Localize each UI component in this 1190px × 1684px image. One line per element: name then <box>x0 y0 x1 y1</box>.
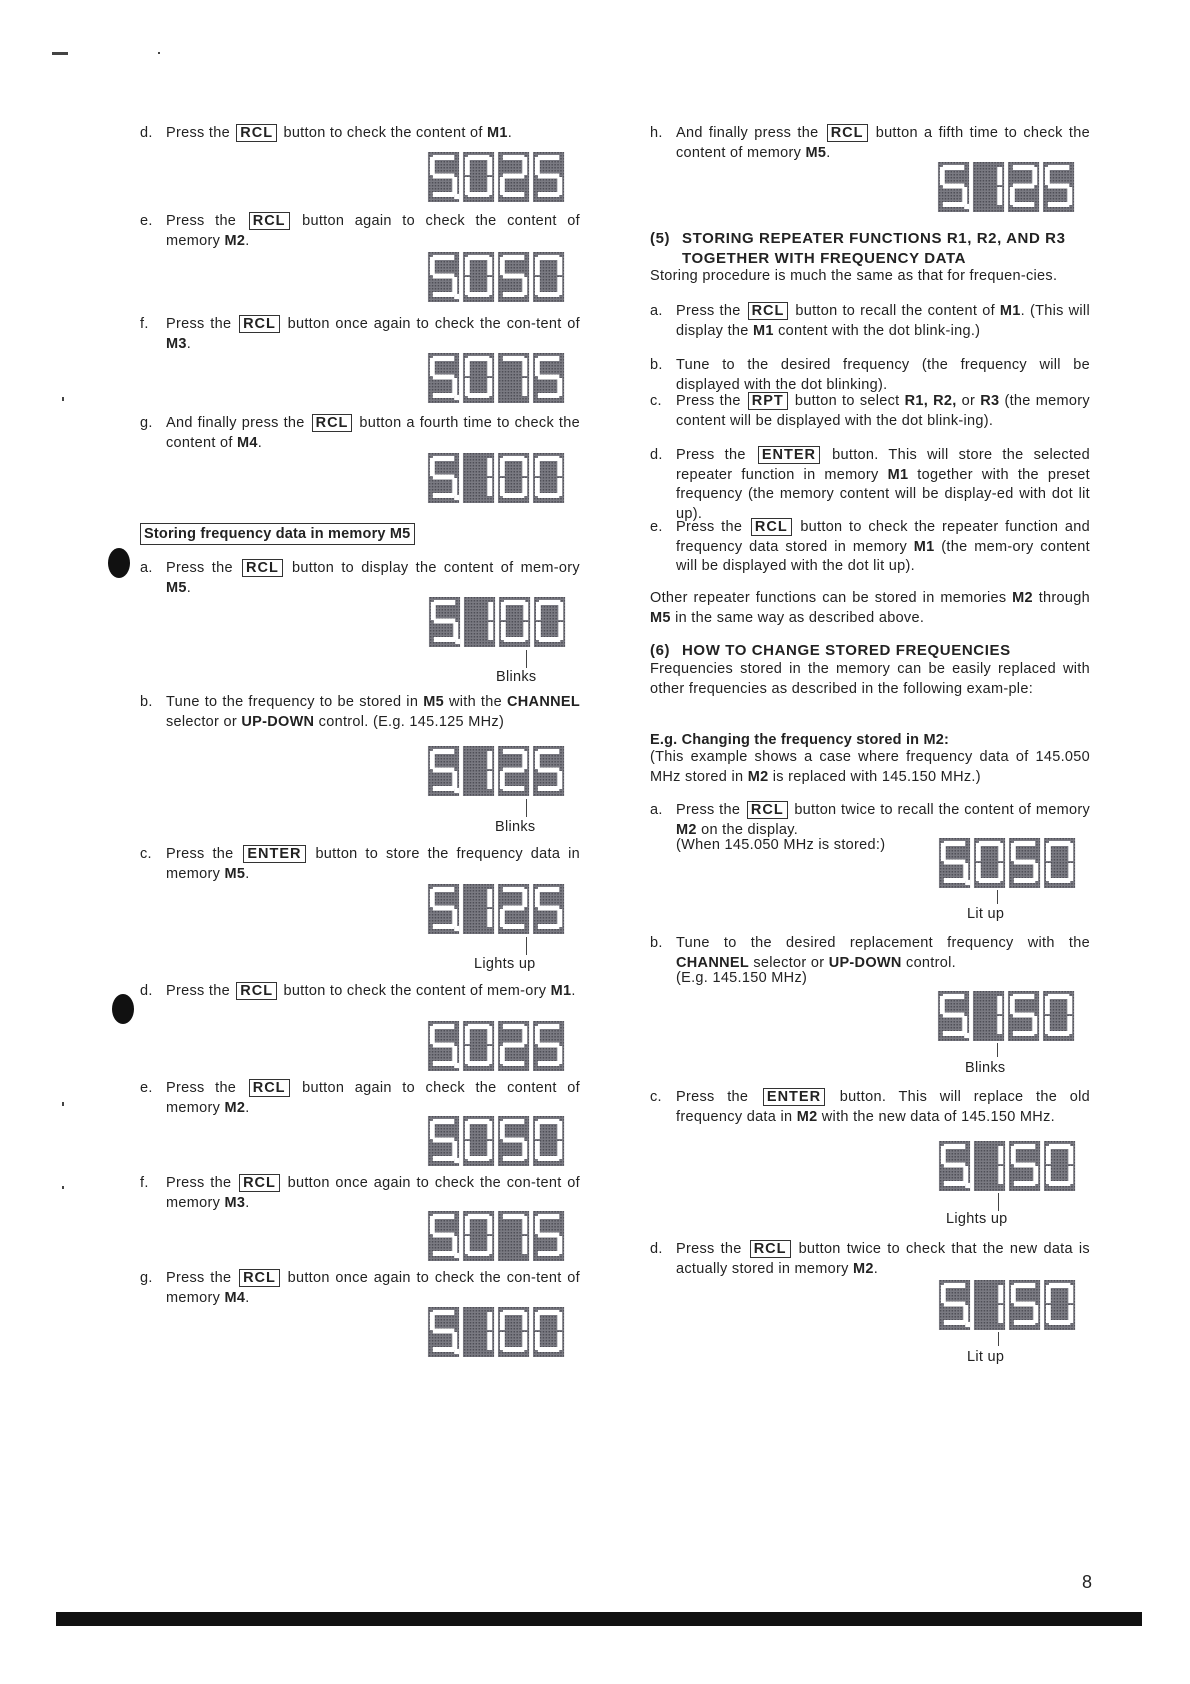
step-5-a: a. Press the RCL button to recall the content of M1. (This will display the M1 content with the dot blink-ing.) <box>650 303 1090 339</box>
rcl-button-label: RCL <box>239 1174 280 1192</box>
seven-segment-digits <box>426 453 568 503</box>
step-m5-c: c. Press the ENTER button to store the frequency data in memory M5. <box>140 846 580 882</box>
scan-speck <box>62 397 64 401</box>
left-column <box>140 0 580 1684</box>
scan-speck <box>62 1102 64 1106</box>
rcl-button-label: RCL <box>249 212 290 230</box>
lcd-display <box>936 991 1078 1041</box>
step-m5-g: g. Press the RCL button once again to check the con-tent of memory M4. <box>140 1270 580 1306</box>
rcl-button-label: RCL <box>249 1079 290 1097</box>
step-6-d: d. Press the RCL button twice to check that the new data is actually stored in memory M2. <box>650 1241 1090 1277</box>
annotation-leader <box>998 1193 999 1211</box>
step-m5-e: e. Press the RCL button again to check the content of memory M2. <box>140 1080 580 1116</box>
lcd-display <box>937 838 1079 888</box>
lcd-display <box>936 162 1078 212</box>
lcd-display <box>937 1141 1079 1191</box>
lcd-display <box>426 252 568 302</box>
seven-segment-digits <box>936 162 1078 212</box>
step-right-h: h. And finally press the RCL button a fifth time to check the content of memory M5. <box>650 125 1090 161</box>
rcl-button-label: RCL <box>748 302 789 320</box>
seven-segment-digits <box>426 1116 568 1166</box>
seven-segment-digits <box>426 252 568 302</box>
step-5-d: d. Press the ENTER button. This will store the selected repeater function in memory M1 together with the preset frequency (the memory content will be display-ed with dot lit up). <box>650 447 1090 522</box>
rcl-button-label: RCL <box>827 124 868 142</box>
step-6-b: b. Tune to the desired replacement frequency with the CHANNEL selector or UP-DOWN control. <box>650 935 1090 971</box>
annotation-lights-up: Lights up <box>474 956 536 972</box>
rcl-button-label: RCL <box>239 315 280 333</box>
lcd-display <box>426 884 568 934</box>
annotation-blinks: Blinks <box>495 819 536 835</box>
annotation-lights-up: Lights up <box>946 1211 1008 1227</box>
step-6-c: c. Press the ENTER button. This will replace the old frequency data in M2 with the new data of 145.150 MHz. <box>650 1089 1090 1125</box>
step-left-d: d. Press the RCL button to check the content of M1. <box>140 125 513 141</box>
step-left-g: g. And finally press the RCL button a fourth time to check the content of M4. <box>140 415 580 451</box>
rcl-button-label: RCL <box>751 518 792 536</box>
rcl-button-label: RCL <box>236 982 277 1000</box>
step-left-e: e. Press the RCL button again to check the content of memory M2. <box>140 213 580 249</box>
annotation-leader <box>526 937 527 955</box>
step-5-c: c. Press the RPT button to select R1, R2, or R3 (the memory content will be displayed with the dot blink-ing). <box>650 393 1090 429</box>
step-m5-f: f. Press the RCL button once again to check the con-tent of memory M3. <box>140 1175 580 1211</box>
step-m5-d: d. Press the RCL button to check the content of mem-ory M1. <box>140 983 576 999</box>
step-6-a: a. Press the RCL button twice to recall the content of memory M2 on the display. <box>650 802 1090 838</box>
rcl-button-label: RCL <box>242 559 283 577</box>
enter-button-label: ENTER <box>243 845 305 863</box>
example-description: (This example shows a case where frequency data of 145.050 MHz stored in M2 is replaced with 145.150 MHz.) <box>650 749 1090 785</box>
seven-segment-digits <box>426 1211 568 1261</box>
rcl-button-label: RCL <box>747 801 788 819</box>
example-title: E.g. Changing the frequency stored in M2: <box>650 732 950 748</box>
lcd-display <box>426 746 568 796</box>
seven-segment-digits <box>937 1280 1079 1330</box>
rcl-button-label: RCL <box>312 414 353 432</box>
step-m5-b: b. Tune to the frequency to be stored in M5 with the CHANNEL selector or UP-DOWN control. (E.g. 145.125 MHz) <box>140 694 580 730</box>
page-number: 8 <box>1082 1572 1093 1592</box>
seven-segment-digits <box>937 838 1079 888</box>
section-6-intro: Frequencies stored in the memory can be easily replaced with other frequencies as described in the following exam-ple: <box>650 661 1090 697</box>
step-left-f: f. Press the RCL button once again to check the con-tent of M3. <box>140 316 580 352</box>
seven-segment-digits <box>937 1141 1079 1191</box>
rcl-button-label: RCL <box>750 1240 791 1258</box>
lcd-display <box>937 1280 1079 1330</box>
bottom-rule <box>56 1612 1142 1626</box>
example-frequency-note: (E.g. 145.150 MHz) <box>676 970 808 986</box>
lcd-display <box>426 353 568 403</box>
seven-segment-digits <box>936 991 1078 1041</box>
rcl-button-label: RCL <box>239 1269 280 1287</box>
annotation-leader <box>997 890 998 904</box>
lcd-display <box>426 152 568 202</box>
enter-button-label: ENTER <box>758 446 820 464</box>
step-m5-a: a. Press the RCL button to display the content of mem-ory M5. <box>140 560 580 596</box>
lcd-display <box>426 453 568 503</box>
seven-segment-digits <box>426 353 568 403</box>
annotation-leader <box>997 1043 998 1057</box>
annotation-leader <box>526 799 527 817</box>
step-5-e: e. Press the RCL button to check the repeater function and frequency data stored in memory M1 (the mem-ory content will be displayed with the dot lit up). <box>650 519 1090 574</box>
m5-section-title: Storing frequency data in memory M5 <box>140 523 415 545</box>
annotation-blinks: Blinks <box>965 1060 1006 1076</box>
rpt-button-label: RPT <box>748 392 788 410</box>
scan-speck <box>52 52 68 55</box>
annotation-blinks: Blinks <box>496 669 537 685</box>
annotation-leader <box>998 1332 999 1346</box>
section-5-outro: Other repeater functions can be stored in memories M2 through M5 in the same way as described above. <box>650 590 1090 626</box>
seven-segment-digits <box>426 746 568 796</box>
scan-speck <box>62 1186 64 1189</box>
lcd-display <box>427 597 569 647</box>
section-5-heading: (5) STORING REPEATER FUNCTIONS R1, R2, AND R3 TOGETHER WITH FREQUENCY DATA <box>650 230 1066 267</box>
right-column <box>650 0 1093 1684</box>
annotation-lit-up: Lit up <box>967 906 1005 922</box>
enter-button-label: ENTER <box>763 1088 825 1106</box>
seven-segment-digits <box>426 1307 568 1357</box>
seven-segment-digits <box>426 152 568 202</box>
step-5-b: b. Tune to the desired frequency (the frequency will be displayed with the dot blinking). <box>650 357 1090 393</box>
seven-segment-digits <box>426 1021 568 1071</box>
binder-hole-mark <box>108 548 130 578</box>
lcd-display <box>426 1116 568 1166</box>
section-5-intro: Storing procedure is much the same as that for frequen-cies. <box>650 268 1058 284</box>
scan-speck <box>158 52 160 54</box>
annotation-lit-up: Lit up <box>967 1349 1005 1365</box>
binder-hole-mark <box>112 994 134 1024</box>
lcd-display <box>426 1211 568 1261</box>
section-6-heading: (6) HOW TO CHANGE STORED FREQUENCIES <box>650 642 1011 659</box>
seven-segment-digits <box>426 884 568 934</box>
lcd-display <box>426 1307 568 1357</box>
lcd-display <box>426 1021 568 1071</box>
seven-segment-digits <box>427 597 569 647</box>
annotation-leader <box>526 650 527 668</box>
rcl-button-label: RCL <box>236 124 277 142</box>
stored-note: (When 145.050 MHz is stored:) <box>676 837 886 853</box>
